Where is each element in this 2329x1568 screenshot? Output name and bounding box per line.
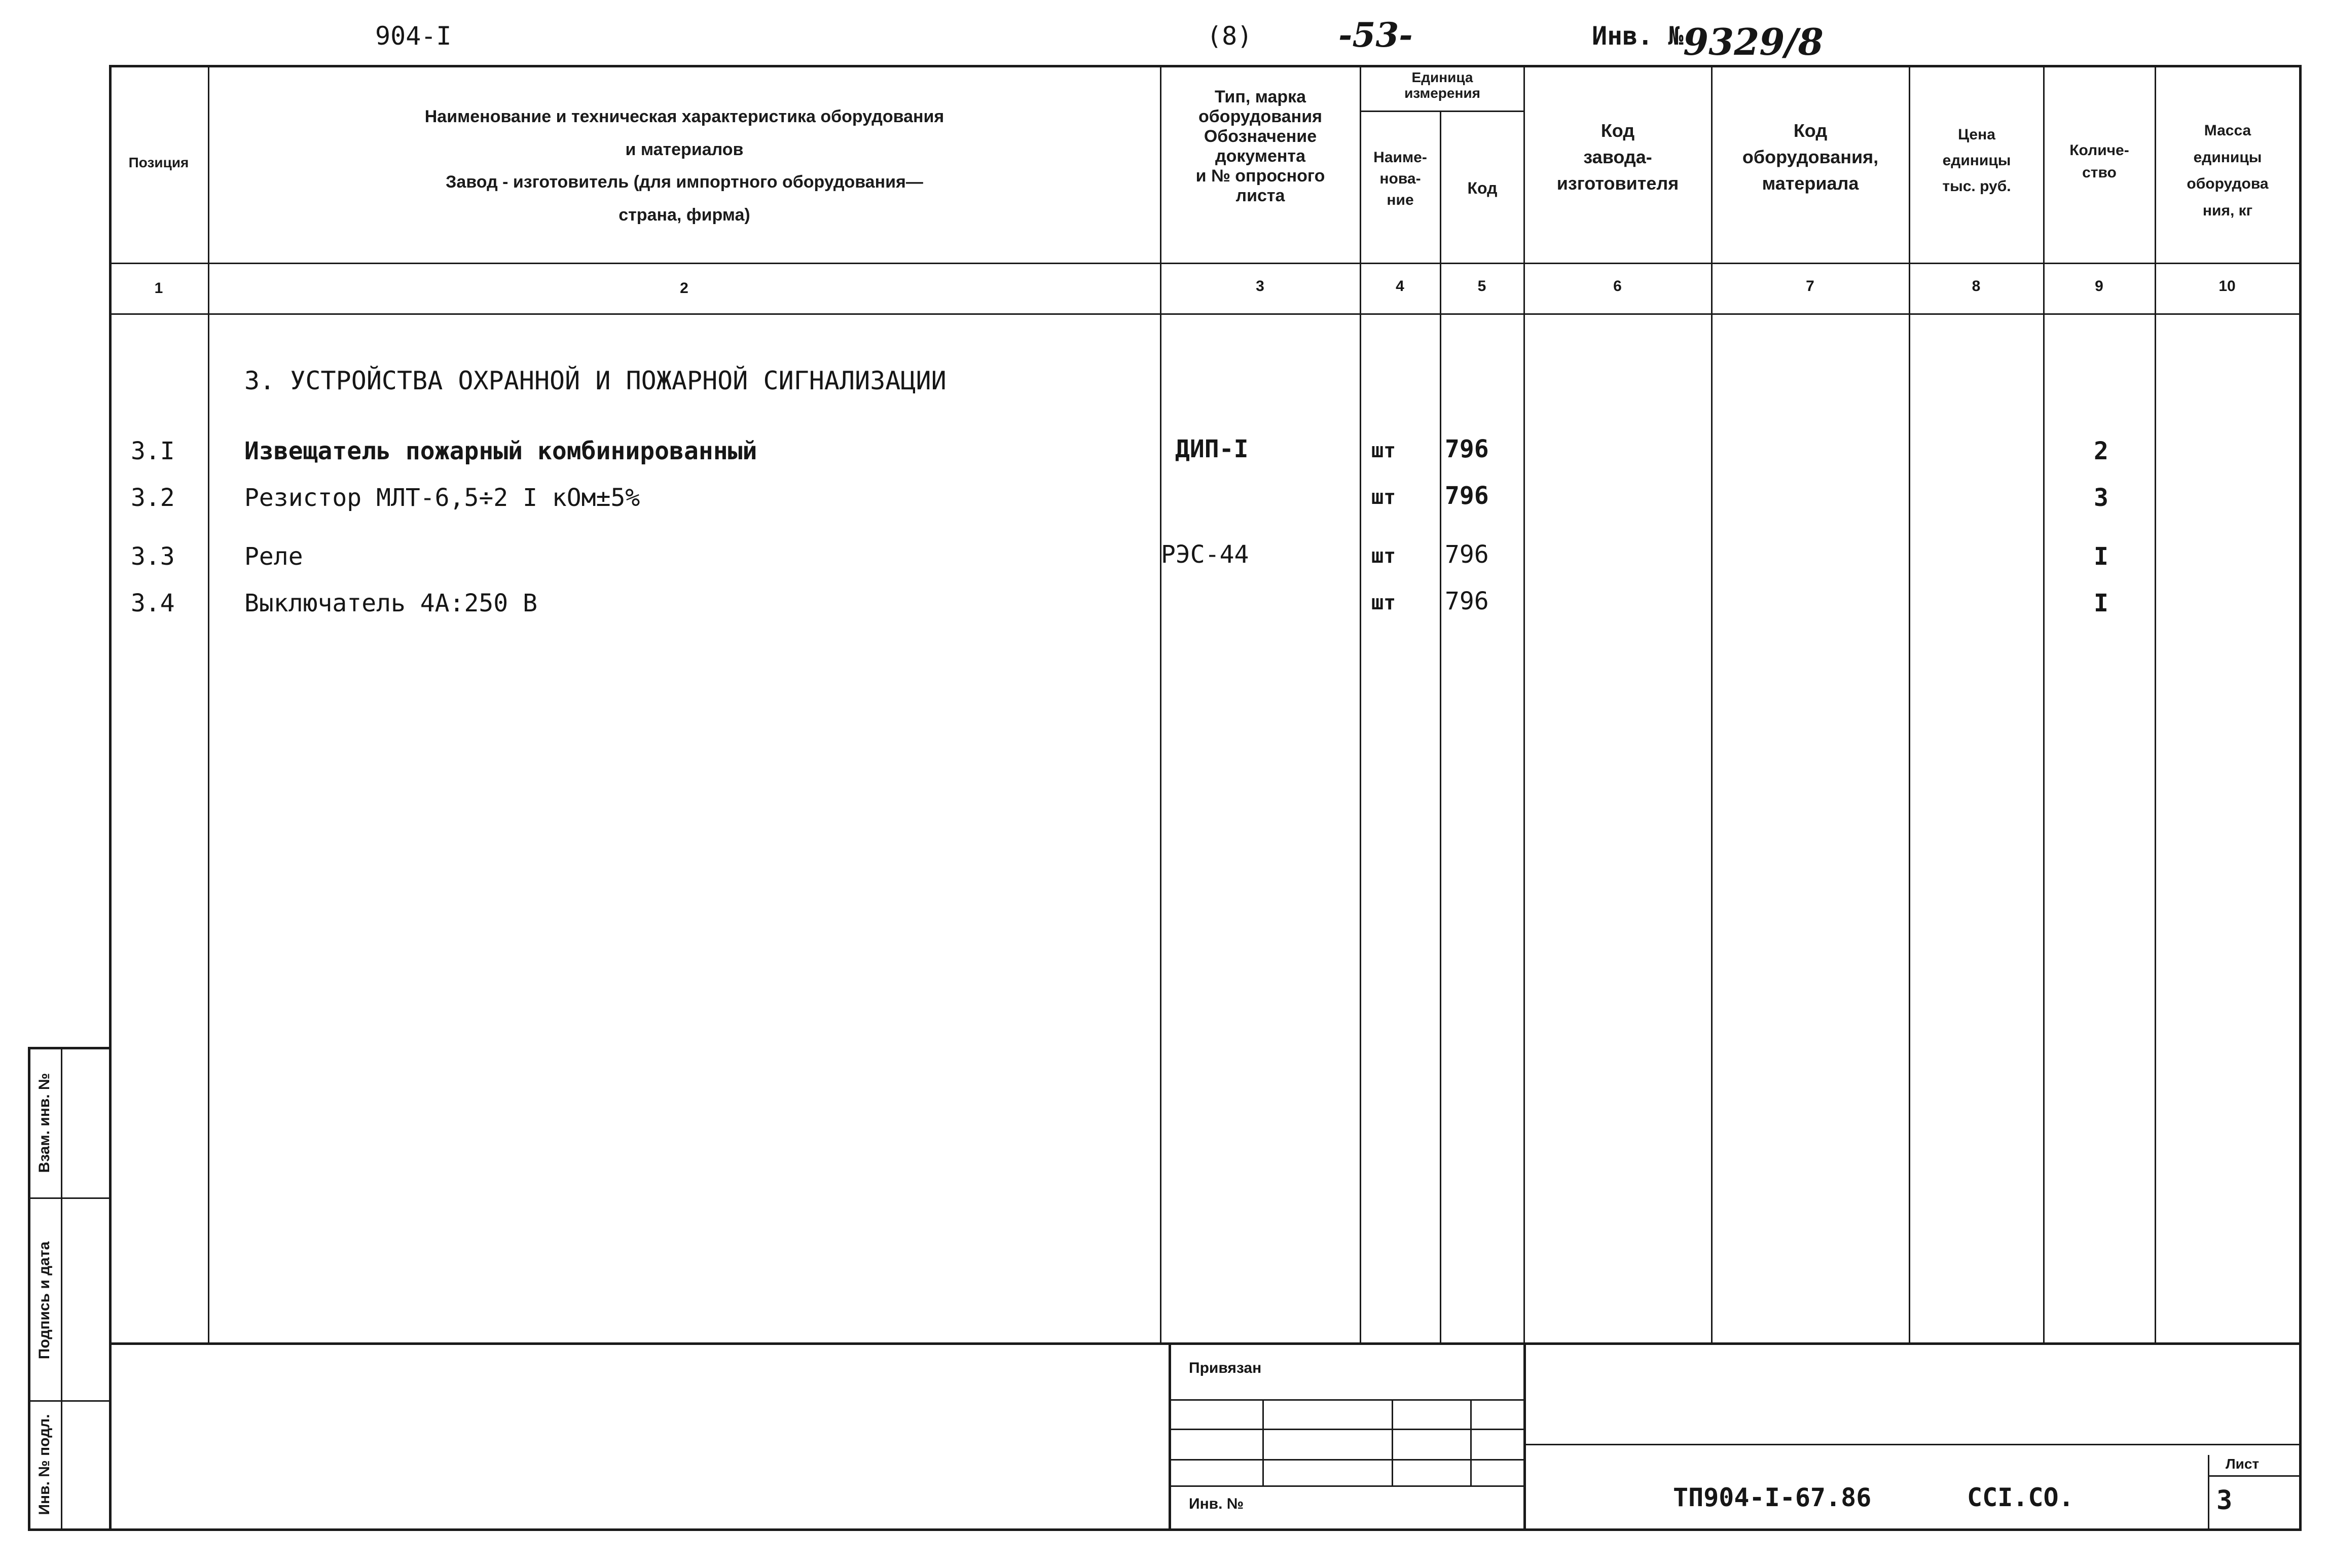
colnum-5: 5: [1477, 278, 1486, 295]
row-2-position: 3.2: [131, 484, 175, 512]
row-4-position: 3.4: [131, 589, 175, 617]
col-header-6: Код завода- изготовителя: [1556, 120, 1679, 194]
row-4-name: Выключатель 4А:250 В: [244, 589, 537, 617]
side-stamp-inner: [61, 1047, 62, 1531]
colnum-2: 2: [680, 280, 688, 297]
stamp-inventory-label: Инв. №: [1189, 1496, 1244, 1512]
colnum-1: 1: [154, 280, 163, 297]
stamp-divider-left: [1169, 1342, 1171, 1531]
stamp-top-line: [109, 1342, 2302, 1345]
side-label-replacement-inv: Взам. инв. №: [36, 1073, 53, 1173]
col-header-5: Код: [1467, 179, 1498, 197]
col-header-2: Наименование и техническая характеристика оборудования и материалов Завод - изготовитель (для импортного оборудования— страна, фирма): [424, 107, 944, 225]
attached-label: Привязан: [1189, 1360, 1262, 1376]
section-title: 3. УСТРОЙСТВА ОХРАННОЙ И ПОЖАРНОЙ СИГНАЛИЗАЦИИ: [244, 366, 947, 395]
part-number: (8): [1207, 21, 1253, 51]
row-3-position: 3.3: [131, 542, 175, 571]
col-divider-3: [1360, 65, 1361, 1342]
side-stamp-top: [28, 1047, 109, 1049]
colnum-bottom-line: [109, 313, 2302, 315]
sheet-number: 3: [2216, 1485, 2233, 1516]
colnum-10: 10: [2218, 278, 2236, 295]
col-divider-9: [2155, 65, 2156, 1342]
col-divider-5: [1523, 65, 1525, 1342]
colnum-8: 8: [1972, 278, 1981, 295]
side-label-original-inv: Инв. № подл.: [36, 1414, 53, 1515]
row-1-unit-code: 796: [1445, 435, 1489, 463]
row-2-name: Резистор МЛТ-6,5÷2 I кОм±5%: [244, 484, 640, 512]
row-2-unit: шт: [1371, 486, 1396, 509]
sheet-label: Лист: [2226, 1456, 2260, 1472]
row-1-unit: шт: [1371, 439, 1396, 462]
unit-group-header: Единица измерения: [1404, 69, 1480, 101]
header-bottom-line: [109, 263, 2302, 264]
stamp-cell-divider-3: [1470, 1399, 1472, 1485]
side-stamp-outer: [28, 1047, 30, 1531]
inventory-number: 9329/8: [1683, 20, 1824, 63]
document-suffix: ССI.СО.: [1967, 1483, 2074, 1512]
frame-right: [2299, 65, 2302, 1531]
page-number: -53-: [1338, 15, 1413, 55]
colnum-4: 4: [1396, 278, 1404, 295]
col-divider-2: [1160, 65, 1161, 1342]
col-header-7: Код оборудования, материала: [1742, 120, 1879, 194]
col-header-8: Цена единицы тыс. руб.: [1942, 126, 2011, 195]
row-3-unit-code: 796: [1445, 540, 1489, 569]
document-code: ТП904-I-67.86: [1673, 1483, 1872, 1512]
unit-group-line: [1360, 111, 1523, 112]
col-divider-8: [2043, 65, 2045, 1342]
row-3-qty: I: [2094, 542, 2108, 571]
colnum-7: 7: [1806, 278, 1814, 295]
row-4-unit-code: 796: [1445, 587, 1489, 615]
col-divider-1: [208, 65, 209, 1342]
side-label-signature-date: Подпись и дата: [36, 1241, 53, 1360]
inventory-label: Инв. №: [1592, 21, 1684, 51]
stamp-divider-right: [1523, 1342, 1526, 1531]
row-1-type: ДИП-I: [1175, 435, 1249, 463]
row-3-name: Реле: [244, 542, 303, 571]
sheet-cell-left: [2208, 1455, 2209, 1531]
stamp-cell-divider-1: [1262, 1399, 1264, 1485]
side-stamp-bottom: [28, 1528, 109, 1531]
row-3-unit: шт: [1371, 544, 1396, 568]
side-stamp-line-2: [28, 1400, 109, 1402]
row-4-unit: шт: [1371, 591, 1396, 614]
side-stamp-line-1: [28, 1197, 109, 1199]
col-header-10: Масса единицы оборудова ния, кг: [2187, 122, 2269, 219]
frame-bottom: [109, 1528, 2302, 1531]
row-1-qty: 2: [2094, 437, 2108, 465]
colnum-9: 9: [2095, 278, 2103, 295]
col-header-4: Наиме- нова- ние: [1373, 149, 1427, 208]
row-3-type: РЭС-44: [1161, 540, 1249, 569]
stamp-cell-divider-2: [1392, 1399, 1393, 1485]
col-header-3: Тип, марка оборудования Обозначение документа и № опросного листа: [1195, 87, 1325, 206]
col-header-1: Позиция: [128, 155, 189, 170]
colnum-6: 6: [1613, 278, 1622, 295]
row-2-qty: 3: [2094, 484, 2108, 512]
frame-top: [109, 65, 2302, 67]
stamp-row-line-4: [1169, 1485, 1523, 1487]
col-header-9: Количе- ство: [2069, 142, 2129, 181]
col-divider-6: [1711, 65, 1713, 1342]
row-1-position: 3.I: [131, 437, 175, 465]
row-1-name: Извещатель пожарный комбинированный: [244, 437, 757, 465]
row-2-unit-code: 796: [1445, 482, 1489, 510]
col-divider-7: [1909, 65, 1910, 1342]
sheet-cell-line: [2208, 1475, 2302, 1477]
series-number: 904-I: [375, 21, 452, 51]
stamp-title-line: [1523, 1444, 2302, 1445]
row-4-qty: I: [2094, 589, 2108, 617]
col-divider-4: [1440, 111, 1441, 1342]
colnum-3: 3: [1256, 278, 1264, 295]
